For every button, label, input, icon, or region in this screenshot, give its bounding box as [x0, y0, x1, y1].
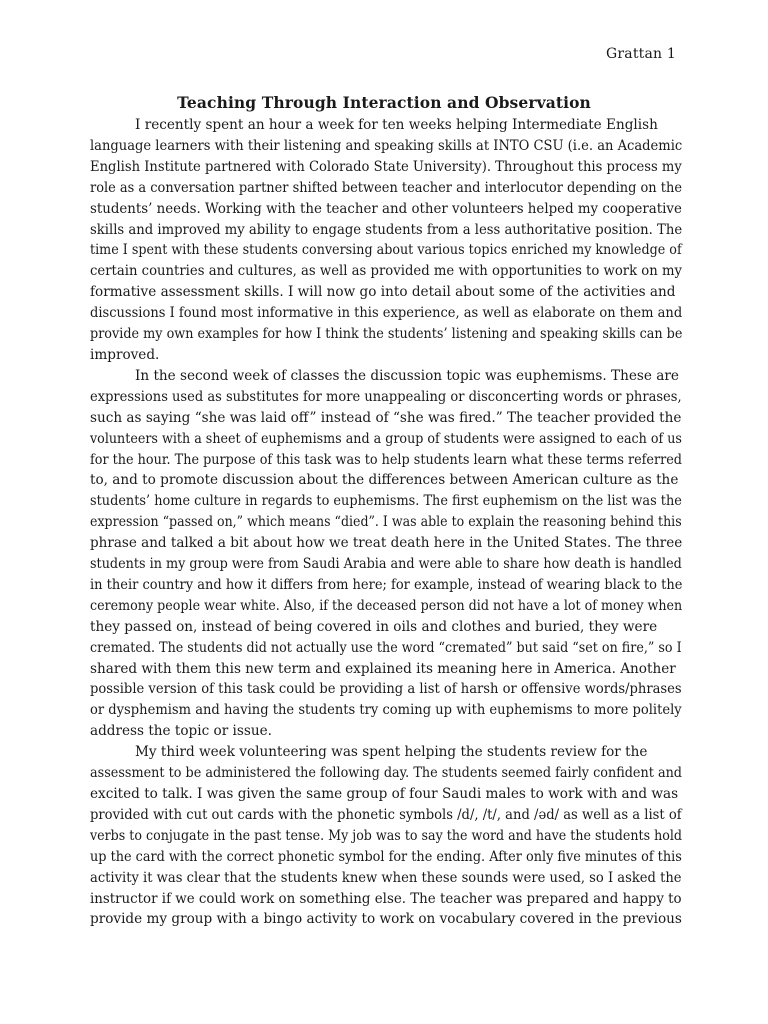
- text-line: provided with cut out cards with the phonetic symbols /d/, /t/, and /əd/ as well as a list of: [90, 806, 682, 823]
- paragraph-first-line: In the second week of classes the discussion topic was euphemisms. These are: [135, 367, 679, 384]
- text-line: language learners with their listening and speaking skills at INTO CSU (i.e. an Academic: [90, 137, 683, 154]
- text-line: to, and to promote discussion about the differences between American culture as the: [90, 472, 679, 489]
- text-line: phrase and talked a bit about how we treat death here in the United States. The three: [90, 535, 683, 552]
- text-line: instructor if we could work on something else. The teacher was prepared and happy to: [90, 890, 682, 907]
- document-body: [90, 115, 682, 930]
- paragraph-first-line: My third week volunteering was spent helping the students review for the: [135, 744, 648, 761]
- text-line: provide my group with a bingo activity to work on vocabulary covered in the previous: [90, 911, 682, 928]
- text-line: improved.: [90, 346, 160, 363]
- text-line: assessment to be administered the following day. The students seemed fairly confident and: [90, 765, 683, 782]
- text-line: activity it was clear that the students knew when these sounds were used, so I asked the: [90, 869, 682, 886]
- text-line: excited to talk. I was given the same group of four Saudi males to work with and was: [90, 786, 679, 802]
- text-line: skills and improved my ability to engage students from a less authoritative position. The: [90, 221, 683, 238]
- text-line: expression “passed on,” which means “died”. I was able to explain the reasoning behind this: [90, 514, 682, 531]
- document-title: Teaching Through Interaction and Observation: [177, 93, 591, 112]
- text-line: up the card with the correct phonetic symbol for the ending. After only five minutes of this: [90, 848, 682, 865]
- text-line: role as a conversation partner shifted between teacher and interlocutor depending on the: [90, 179, 682, 196]
- text-line: in their country and how it differs from here; for example, instead of wearing black to the: [90, 576, 683, 593]
- text-line: address the topic or issue.: [90, 723, 272, 740]
- text-line: provide my own examples for how I think the students’ listening and speaking skills can be: [90, 326, 683, 343]
- text-line: or dysphemism and having the students try coming up with euphemisms to more politely: [90, 702, 682, 719]
- text-line: students in my group were from Saudi Arabia and were able to share how death is handled: [90, 556, 682, 573]
- paragraph-first-line: I recently spent an hour a week for ten weeks helping Intermediate English: [135, 117, 658, 133]
- text-line: volunteers with a sheet of euphemisms and a group of students were assigned to each of us: [90, 430, 682, 447]
- text-line: shared with them this new term and explained its meaning here in America. Another: [90, 660, 676, 677]
- text-line: ceremony people wear white. Also, if the deceased person did not have a lot of money when: [90, 597, 683, 614]
- text-line: discussions I found most informative in this experience, as well as elaborate on them and: [90, 305, 683, 322]
- text-line: certain countries and cultures, as well as provided me with opportunities to work on my: [90, 263, 682, 280]
- text-line: expressions used as substitutes for more unappealing or disconcerting words or phrases,: [90, 388, 682, 405]
- text-line: possible version of this task could be providing a list of harsh or offensive words/phrases: [90, 681, 682, 698]
- text-line: verbs to conjugate in the past tense. My job was to say the word and have the students hold: [90, 827, 683, 844]
- text-line: such as saying “she was laid off” instead of “she was fired.” The teacher provided the: [90, 409, 682, 426]
- text-line: students’ home culture in regards to euphemisms. The first euphemism on the list was the: [90, 493, 682, 510]
- text-line: students’ needs. Working with the teacher and other volunteers helped my cooperative: [90, 200, 682, 217]
- running-header: Grattan 1: [606, 46, 676, 62]
- text-line: cremated. The students did not actually use the word “cremated” but said “set on fire,” so I: [90, 639, 682, 656]
- text-line: for the hour. The purpose of this task was to help students learn what these terms referred: [90, 451, 683, 468]
- text-line: English Institute partnered with Colorado State University). Throughout this process my: [90, 158, 682, 175]
- text-line: they passed on, instead of being covered in oils and clothes and buried, they were: [90, 618, 658, 635]
- text-line: formative assessment skills. I will now go into detail about some of the activities and: [90, 284, 676, 301]
- text-line: time I spent with these students conversing about various topics enriched my knowledge of: [90, 242, 682, 259]
